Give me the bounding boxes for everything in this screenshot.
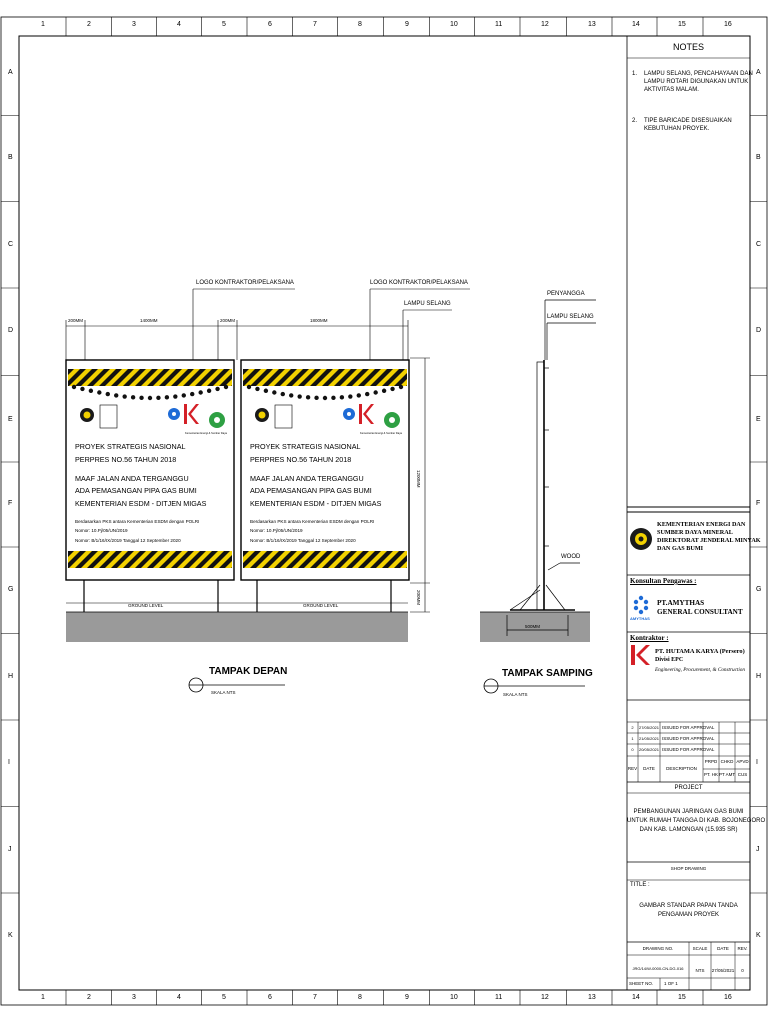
column-label-top-14: 14 (632, 21, 640, 28)
panel-small-2-right: Nomor: 10.Pj/05/UN/2019 (250, 528, 303, 533)
dim-1800: 1800MM (310, 318, 328, 323)
row-label-right-H: H (756, 673, 762, 680)
column-label-bottom-5: 5 (222, 994, 226, 1001)
panel-title-2-right: PERPRES NO.56 TAHUN 2018 (250, 455, 352, 464)
column-label-bottom-1: 1 (41, 994, 45, 1001)
dim-leg: 200MM (416, 590, 421, 606)
note-1-num: 1. (632, 71, 638, 77)
column-label-bottom-15: 15 (678, 994, 686, 1001)
panel-title-2-left: PERPRES NO.56 TAHUN 2018 (75, 455, 177, 464)
column-label-bottom-3: 3 (132, 994, 136, 1001)
column-label-top-6: 6 (268, 21, 272, 28)
consultant-logo-text: AMYTHAS (630, 616, 650, 621)
column-label-top-16: 16 (724, 21, 732, 28)
panel-title-1-left: PROYEK STRATEGIS NASIONAL (75, 442, 186, 451)
column-label-top-15: 15 (678, 21, 686, 28)
panel-message-1-left: MAAF JALAN ANDA TERGANGGU (75, 474, 189, 483)
panel-message-3-right: KEMENTERIAN ESDM - DITJEN MIGAS (250, 499, 382, 508)
row-label-left-A: A (8, 69, 13, 76)
sheet-no-value: 1 OF 1 (664, 981, 678, 986)
callout-lampu-selang: LAMPU SELANG (404, 301, 451, 307)
row-label-right-C: C (756, 241, 762, 248)
contractor-name: PT. HUTAMA KARYA (Persero) (655, 648, 745, 655)
panel-small-3-right: Nomor: B/1/16/IX/2019 Tanggal 12 September 2020 (250, 538, 356, 543)
front-view-scale: SKALA NTS (211, 690, 236, 695)
column-label-bottom-13: 13 (588, 994, 596, 1001)
row-label-left-G: G (8, 586, 14, 593)
panel-small-1-left: Berdasarkan PKS antara Kementerian ESDM dengan POLRI (75, 519, 200, 524)
revision-row-0-rev: 2 (631, 725, 634, 730)
consultant-name-1: PT.AMYTHAS (657, 599, 705, 607)
column-label-bottom-16: 16 (724, 994, 732, 1001)
esdm-emblem (630, 528, 652, 550)
rev-sub-hk: PT. HK (703, 772, 718, 777)
sheet-no-label: SHEET NO. (629, 981, 654, 986)
note-2-line-2: KEBUTUHAN PROYEK. (644, 126, 710, 132)
panel-small-3-left: Nomor: B/1/16/IX/2019 Tanggal 12 September 2020 (75, 538, 181, 543)
row-label-right-B: B (756, 154, 761, 161)
rev-sub-amt: PT AMT (719, 772, 736, 777)
row-label-right-A: A (756, 69, 761, 76)
rev-header-date: DATE (643, 766, 655, 771)
column-label-top-9: 9 (405, 21, 409, 28)
callout-wood: WOOD (561, 554, 581, 560)
row-label-right-F: F (756, 500, 761, 507)
column-label-top-1: 1 (41, 21, 45, 28)
rev-header-chkd: CHKD (720, 759, 734, 764)
column-label-top-11: 11 (495, 21, 503, 28)
panel-message-2-left: ADA PEMASANGAN PIPA GAS BUMI (75, 486, 197, 495)
project-line-2: UNTUK RUMAH TANGGA DI KAB. BOJONEGORO (627, 818, 766, 824)
revision-row-1-date: 21/05/2021 (638, 736, 660, 741)
row-label-left-B: B (8, 154, 13, 161)
column-label-bottom-11: 11 (495, 994, 503, 1001)
panel-tagline-left: Kementerian Energi & Sumber Daya (185, 432, 227, 435)
shop-drawing-label: SHOP DRAWING (670, 866, 707, 871)
row-label-left-I: I (8, 759, 10, 766)
owner-line-1: KEMENTERIAN ENERGI DAN (657, 521, 746, 528)
revision-row-0-date: 27/05/2021 (638, 725, 660, 730)
owner-line-4: DAN GAS BUMI (657, 545, 704, 552)
dim-200-a: 200MM (68, 318, 84, 323)
column-label-bottom-2: 2 (87, 994, 91, 1001)
consultant-name-2: GENERAL CONSULTANT (657, 608, 743, 616)
owner-line-2: SUMBER DAYA MINERAL (657, 529, 733, 536)
row-label-left-E: E (8, 416, 13, 423)
column-label-top-7: 7 (313, 21, 317, 28)
row-label-right-K: K (756, 932, 761, 939)
project-line-1: PEMBANGUNAN JARINGAN GAS BUMI (633, 809, 744, 815)
drawing-no-label: DRAWING NO. (642, 946, 674, 951)
revision-row-2-rev: 0 (631, 747, 634, 752)
column-label-bottom-4: 4 (177, 994, 181, 1001)
project-line-3: DAN KAB. LAMONGAN (15.935 SR) (639, 827, 738, 833)
panel-small-2-left: Nomor: 10.Pj/05/UN/2019 (75, 528, 128, 533)
scale-label: SCALE (692, 946, 708, 951)
row-label-right-I: I (756, 759, 758, 766)
date-label: DATE (717, 946, 729, 951)
column-label-top-8: 8 (358, 21, 362, 28)
hk-logo (631, 645, 650, 665)
note-1-line-3: AKTIVITAS MALAM. (644, 87, 699, 93)
column-label-bottom-12: 12 (541, 994, 549, 1001)
side-view-scale: SKALA NTS (503, 692, 528, 697)
note-2-line-1: TIPE BARICADE DISESUAIKAN (644, 118, 732, 124)
callout-side-lampu: LAMPU SELANG (547, 314, 594, 320)
front-view-title: TAMPAK DEPAN (209, 666, 288, 677)
row-label-left-C: C (8, 241, 14, 248)
row-label-left-J: J (8, 846, 12, 853)
row-label-left-F: F (8, 500, 13, 507)
dim-1400: 1400MM (140, 318, 158, 323)
title-label: TITLE : (630, 882, 650, 888)
rev-value: 0 (741, 968, 744, 973)
project-label: PROJECT (674, 785, 703, 791)
consultant-label: Konsultan Pengawas : (630, 577, 697, 585)
notes-title: NOTES (672, 42, 704, 52)
note-2-num: 2. (632, 118, 638, 124)
row-label-left-K: K (8, 932, 13, 939)
dim-1200: 1200MM (416, 470, 421, 488)
callout-logo-right: LOGO KONTRAKTOR/PELAKSANA (370, 280, 468, 286)
row-label-left-D: D (8, 327, 14, 334)
row-label-right-E: E (756, 416, 761, 423)
column-label-bottom-8: 8 (358, 994, 362, 1001)
row-label-right-J: J (756, 846, 760, 853)
drawing-title-1: GAMBAR STANDAR PAPAN TANDA (639, 903, 738, 909)
rev-label: REV. (737, 946, 748, 951)
note-1-line-1: LAMPU SELANG, PENCAHAYAAN DAN (644, 71, 753, 77)
panel-message-3-left: KEMENTERIAN ESDM - DITJEN MIGAS (75, 499, 207, 508)
column-label-top-2: 2 (87, 21, 91, 28)
column-label-bottom-10: 10 (450, 994, 458, 1001)
column-label-bottom-6: 6 (268, 994, 272, 1001)
column-label-top-5: 5 (222, 21, 226, 28)
contractor-division: Divisi EPC (655, 657, 684, 663)
column-label-top-3: 3 (132, 21, 136, 28)
revision-row-2-desc: ISSUED FOR APPROVAL (662, 747, 715, 752)
drawing-title-2: PENGAMAN PROYEK (657, 912, 719, 918)
column-label-top-12: 12 (541, 21, 549, 28)
panel-message-1-right: MAAF JALAN ANDA TERGANGGU (250, 474, 364, 483)
dim-500: 500MM (525, 624, 541, 629)
panel-title-1-right: PROYEK STRATEGIS NASIONAL (250, 442, 361, 451)
row-label-left-H: H (8, 673, 14, 680)
side-view-title: TAMPAK SAMPING (502, 668, 593, 679)
amythas-logo (634, 596, 648, 614)
column-label-top-13: 13 (588, 21, 596, 28)
contractor-tagline: Engineering, Procurement, & Construction (655, 667, 745, 673)
drawing-no-value: JRG/14/W-0000-CN-DG-016 (632, 966, 684, 971)
ground-level-right: GROUND LEVEL (303, 603, 339, 608)
column-label-bottom-14: 14 (632, 994, 640, 1001)
ground-level-left: GROUND LEVEL (128, 603, 164, 608)
panel-message-2-right: ADA PEMASANGAN PIPA GAS BUMI (250, 486, 372, 495)
row-label-right-D: D (756, 327, 762, 334)
column-label-bottom-9: 9 (405, 994, 409, 1001)
contractor-label: Kontraktor : (630, 634, 669, 642)
panel-tagline-right: Kementerian Energi & Sumber Daya (360, 432, 402, 435)
column-label-bottom-7: 7 (313, 994, 317, 1001)
callout-penyangga: PENYANGGA (547, 291, 585, 297)
callout-logo-left: LOGO KONTRAKTOR/PELAKSANA (196, 280, 294, 286)
column-label-top-10: 10 (450, 21, 458, 28)
revision-row-1-desc: ISSUED FOR APPROVAL (662, 736, 715, 741)
owner-line-3: DIREKTORAT JENDERAL MINYAK (657, 537, 761, 544)
revision-row-0-desc: ISSUED FOR APPROVAL (662, 725, 715, 730)
rev-header-description: DESCRIPTION (666, 766, 697, 771)
rev-sub-cus: CUS (737, 772, 748, 777)
date-value: 27/05/2021 (711, 968, 735, 973)
column-label-top-4: 4 (177, 21, 181, 28)
rev-header-rev: REV (627, 766, 638, 771)
revision-row-2-date: 20/05/2021 (638, 747, 660, 752)
dim-200-b: 200MM (220, 318, 236, 323)
row-label-right-G: G (756, 586, 762, 593)
note-1-line-2: LAMPU ROTARI DIGUNAKAN UNTUK (644, 79, 749, 85)
scale-value: NTS (695, 968, 705, 973)
panel-small-1-right: Berdasarkan PKS antara Kementerian ESDM dengan POLRI (250, 519, 375, 524)
revision-row-1-rev: 1 (631, 736, 634, 741)
rev-header-prpd: PRPD (704, 759, 718, 764)
rev-header-apvd: APVD (736, 759, 749, 764)
